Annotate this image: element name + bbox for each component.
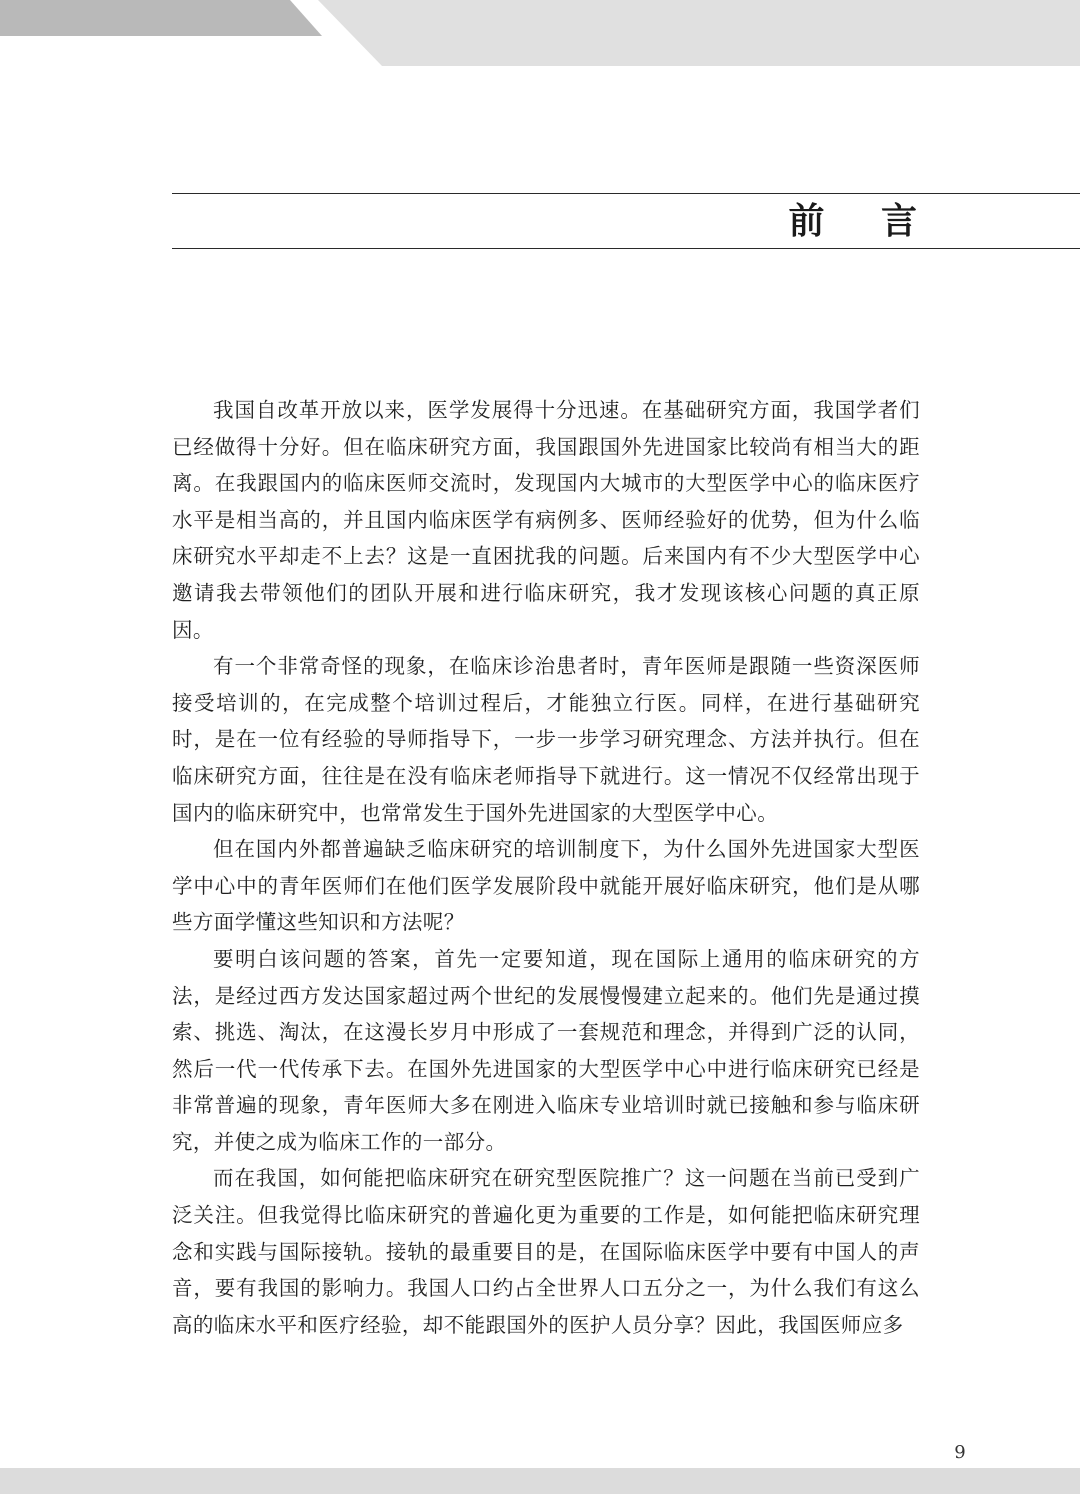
header-decoration: [0, 0, 1080, 66]
title-top-rule: [172, 193, 1080, 194]
paragraph: 而在我国，如何能把临床研究在研究型医院推广？这一问题在当前已受到广泛关注。但我觉得比临床研究的普遍化更为重要的工作是，如何能把临床研究理念和实践与国际接轨。接轨的最重要目的是，在国际临床医学中要有中国人的声音，要有我国的影响力。我国人口约占全世界人口五分之一，为什么我们有这么高的临床水平和医疗经验，却不能跟国外的医护人员分享？因此，我国医师应多: [172, 1166, 920, 1337]
page-number: 9: [954, 1442, 966, 1463]
paragraph: 要明白该问题的答案，首先一定要知道，现在国际上通用的临床研究的方法，是经过西方发达国家超过两个世纪的发展慢慢建立起来的。他们先是通过摸索、挑选、淘汰，在这漫长岁月中形成了一套规范和理念，并得到广泛的认同，然后一代一代传承下去。在国外先进国家的大型医学中心中进行临床研究已经是非常普遍的现象，青年医师大多在刚进入临床专业培训时就已接触和参与临床研究，并使之成为临床工作的一部分。: [172, 946, 920, 1154]
paragraph: 我国自改革开放以来，医学发展得十分迅速。在基础研究方面，我国学者们已经做得十分好。但在临床研究方面，我国跟国外先进国家比较尚有相当大的距离。在我跟国内的临床医师交流时，发现国内大城市的大型医学中心的临床医疗水平是相当高的，并且国内临床医学有病例多、医师经验好的优势，但为什么临床研究水平却走不上去？这是一直困扰我的问题。后来国内有不少大型医学中心邀请我去带领他们的团队开展和进行临床研究，我才发现该核心问题的真正原因。: [172, 398, 920, 642]
paragraph: 但在国内外都普遍缺乏临床研究的培训制度下，为什么国外先进国家大型医学中心中的青年医师们在他们医学发展阶段中就能开展好临床研究，他们是从哪些方面学懂这些知识和方法呢？: [172, 837, 920, 935]
preface-body: [172, 392, 920, 1343]
footer-band: [0, 1468, 1080, 1494]
paragraph: 有一个非常奇怪的现象，在临床诊治患者时，青年医师是跟随一些资深医师接受培训的，在完成整个培训过程后，才能独立行医。同样，在进行基础研究时，是在一位有经验的导师指导下，一步一步学习研究理念、方法并执行。但在临床研究方面，往往是在没有临床老师指导下就进行。这一情况不仅经常出现于国内的临床研究中，也常常发生于国外先进国家的大型医学中心。: [172, 654, 920, 825]
title-bottom-rule: [172, 248, 1080, 249]
page-title: 前 言: [788, 201, 939, 242]
